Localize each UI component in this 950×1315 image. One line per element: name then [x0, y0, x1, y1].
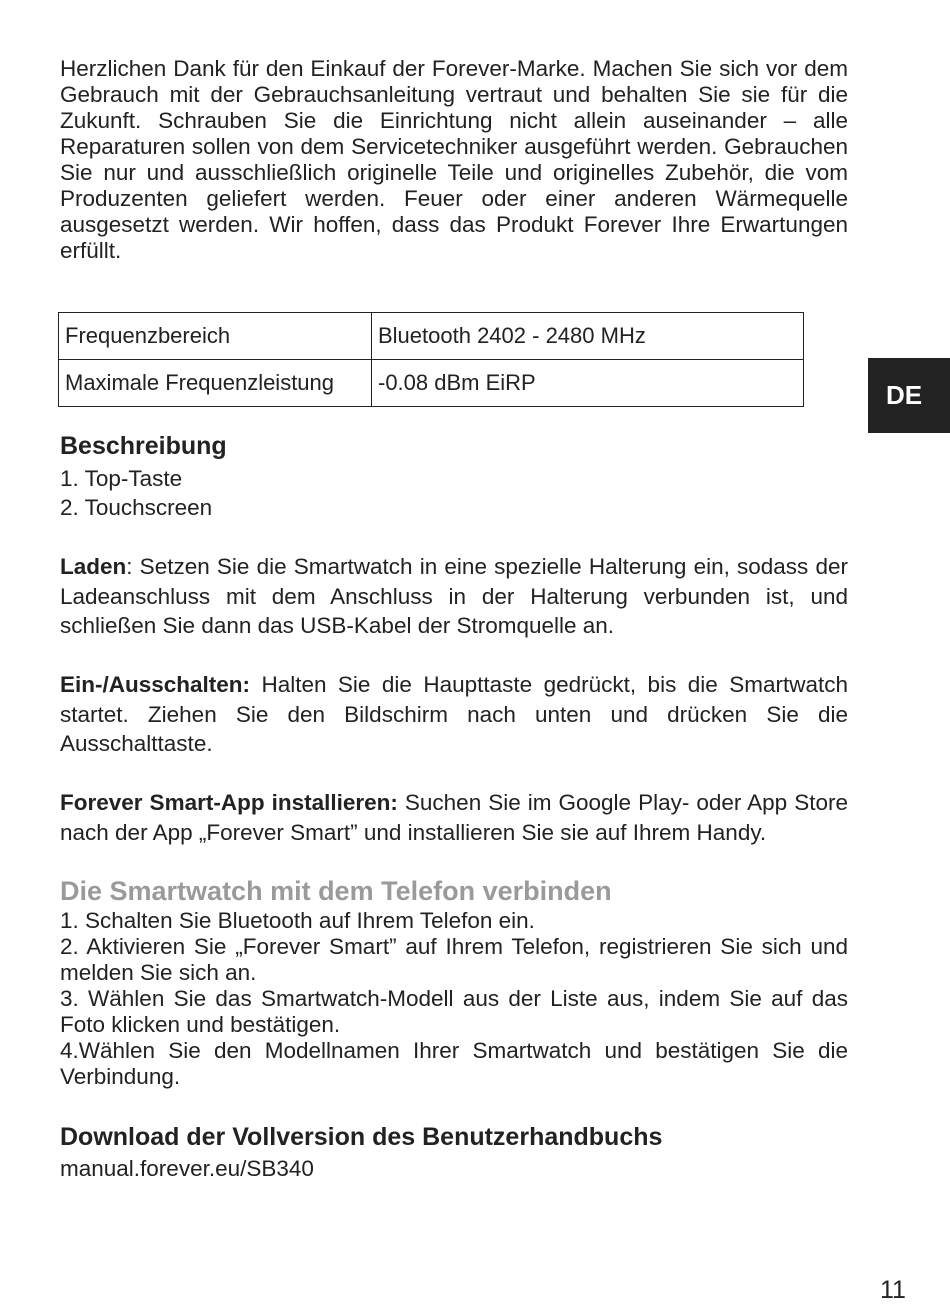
app-install-label: Forever Smart-App installieren: — [60, 790, 398, 815]
connect-steps — [60, 908, 848, 1090]
spec-value: Bluetooth 2402 - 2480 MHz — [372, 313, 804, 360]
charging-text: : Setzen Sie die Smartwatch in eine spezielle Halterung ein, sodass der Ladeanschluss mit dem Anschluss in der Halterung verbunden ist, und schließen Sie dann das USB-Kabel der Stromquelle an. — [60, 554, 848, 638]
list-item: 1. Schalten Sie Bluetooth auf Ihrem Telefon ein. — [60, 908, 535, 933]
spec-label: Maximale Frequenzleistung — [59, 360, 372, 407]
connect-heading: Die Smartwatch mit dem Telefon verbinden — [60, 876, 612, 906]
description-list — [60, 464, 848, 522]
spec-label: Frequenzbereich — [59, 313, 372, 360]
list-item: 2. Touchscreen — [60, 495, 213, 520]
table-row — [59, 313, 804, 360]
list-item: 2. Aktivieren Sie „Forever Smart” auf Ihrem Telefon, registrieren Sie sich und melden Sie sich an. — [60, 934, 848, 985]
list-item: 1. Top-Taste — [60, 466, 183, 491]
description-heading: Beschreibung — [60, 432, 227, 460]
list-item: 4.Wählen Sie den Modellnamen Ihrer Smartwatch und bestätigen Sie die Verbindung. — [60, 1038, 848, 1089]
power-paragraph — [60, 670, 848, 759]
spec-value: -0.08 dBm EiRP — [372, 360, 804, 407]
download-heading: Download der Vollversion des Benutzerhandbuchs — [60, 1123, 663, 1151]
table-row — [59, 360, 804, 407]
power-text: Halten Sie die Haupttaste gedrückt, bis die Smartwatch startet. Ziehen Sie den Bildschirm nach unten und drücken Sie die Ausschalttaste. — [60, 672, 848, 756]
language-tab: DE — [868, 358, 950, 433]
page-number: 11 — [880, 1276, 906, 1304]
list-item: 3. Wählen Sie das Smartwatch-Modell aus der Liste aus, indem Sie auf das Foto klicken und bestätigen. — [60, 986, 848, 1037]
charging-paragraph — [60, 552, 848, 641]
power-label: Ein-/Ausschalten: — [60, 672, 251, 697]
spec-table — [58, 312, 804, 407]
app-install-text: Suchen Sie im Google Play- oder App Store nach der App „Forever Smart” und installieren Sie sie auf Ihrem Handy. — [60, 790, 848, 845]
intro-paragraph: Herzlichen Dank für den Einkauf der Forever-Marke. Machen Sie sich vor dem Gebrauch mit der Gebrauchsanleitung vertraut und behalten Sie sie für die Zukunft. Schrauben Sie die Einrichtung nicht allein auseinander – alle Reparaturen sollen von dem Servicetechniker ausgeführt werden. Gebrauchen Sie nur und ausschließlich originelle Teile und originelles Zubehör, die vom Produzenten geliefert werden. Feuer oder einer anderen Wärmequelle ausgesetzt werden. Wir hoffen, dass das Produkt Forever Ihre Erwartungen erfüllt. — [60, 56, 848, 263]
app-install-paragraph — [60, 788, 848, 847]
manual-url: manual.forever.eu/SB340 — [60, 1156, 314, 1181]
charging-label: Laden — [60, 554, 127, 579]
